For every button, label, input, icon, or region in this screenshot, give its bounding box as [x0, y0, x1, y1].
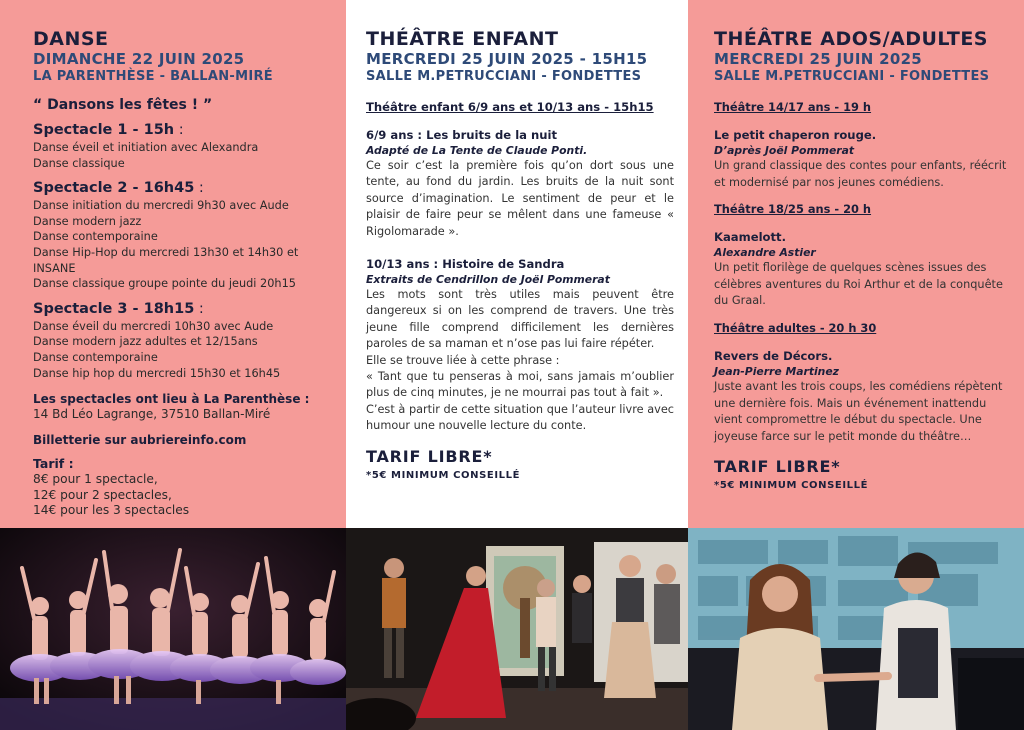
tarif-label: Tarif : [33, 456, 74, 472]
ados-tarif: TARIF LIBRE* [714, 457, 841, 477]
piece-paragraph: Ce soir c’est la première fois qu’on dort sous une tente, au fond du jardin. Les bruits de la nuit sont source d’imagination. Le sentiment de peur et le plaisir de faire peur se mêlent dans une fameuse « Rigolomarade ». [366, 159, 674, 238]
piece-source: Jean-Pierre Martinez [714, 364, 839, 378]
ticketing-link[interactable]: Billetterie sur aubriereinfo.com [33, 433, 247, 448]
tarif-line: 12€ pour 2 spectacles, [33, 487, 172, 502]
piece-paragraph: Les mots sont très utiles mais peuvent être dangereux si on les comprend de travers. Une très jeune fille comprend difficilement les dernières paroles de sa maman et n’ose pas lui faire répéter. [366, 288, 674, 351]
spectacle-line: Danse initiation du mercredi 9h30 avec Aude [33, 199, 289, 213]
venue-address: 14 Bd Léo Lagrange, 37510 Ballan-Miré [33, 407, 271, 422]
theatre-enfant-photo [346, 528, 688, 730]
enfant-title: THÉÂTRE ENFANT [366, 28, 559, 50]
piece-source: Adapté de La Tente de Claude Ponti. [366, 144, 588, 157]
piece-paragraph: Juste avant les trois coups, les comédiens répètent une dernière fois. Mais un événement inattendu vient compromettre le début du spectacle. Une joyeuse farce sur le petit monde du théâtre… [714, 379, 1003, 443]
ados-tarif-note: *5€ MINIMUM CONSEILLÉ [714, 480, 869, 492]
spectacle-line: Danse modern jazz adultes et 12/15ans [33, 335, 258, 349]
spectacle-line: INSANE [33, 261, 76, 275]
enfant-subtitle: Théâtre enfant 6/9 ans et 10/13 ans - 15h15 [366, 100, 654, 114]
piece-title: Kaamelott. [714, 230, 787, 245]
spectacle-line: Danse classique groupe pointe du jeudi 20h15 [33, 277, 296, 291]
ados-title: THÉÂTRE ADOS/ADULTES [714, 28, 988, 50]
section-label: Théâtre adultes - 20 h 30 [714, 320, 877, 335]
danse-title: DANSE [33, 28, 109, 50]
theatre-ados-column [688, 0, 1024, 528]
spectacle-line: Danse classique [33, 156, 125, 170]
piece-source: Extraits de Cendrillon de Joël Pommerat [366, 273, 610, 287]
piece-paragraph: C’est à partir de cette situation que l’auteur livre avec humour une nouvelle lecture du conte. [366, 402, 674, 433]
danse-place: LA PARENTHÈSE - BALLAN-MIRÉ [33, 69, 273, 84]
spectacle-3-title: Spectacle 3 - 18h15 : [33, 300, 204, 317]
spectacle-line: Danse modern jazz [33, 214, 142, 228]
piece-paragraph: Un grand classique des contes pour enfants, réécrit et modernisé par nos jeunes comédiens. [714, 159, 1007, 189]
theatre-ados-photo [688, 528, 1024, 730]
spectacle-line: Danse éveil et initiation avec Alexandra [33, 141, 259, 154]
piece-title: Le petit chaperon rouge. [714, 128, 877, 142]
piece-title: Revers de Décors. [714, 348, 833, 363]
enfant-tarif: TARIF LIBRE* [366, 446, 493, 466]
piece-paragraph: Elle se trouve liée à cette phrase : [366, 353, 560, 367]
spectacle-line: Danse contemporaine [33, 230, 158, 244]
spectacle-line: Danse contemporaine [33, 350, 158, 364]
spectacle-line: Danse Hip-Hop du mercredi 13h30 et 14h30 et [33, 245, 299, 259]
danse-quote: “ Dansons les fêtes ! ” [33, 97, 213, 113]
ados-place: SALLE M.PETRUCCIANI - FONDETTES [714, 69, 990, 84]
piece-title: 6/9 ans : Les bruits de la nuit [366, 128, 558, 142]
danse-column [0, 0, 346, 528]
section-label: Théâtre 18/25 ans - 20 h [714, 202, 872, 217]
danse-date: DIMANCHE 22 JUIN 2025 [33, 50, 245, 68]
spectacle-2-title: Spectacle 2 - 16h45 : [33, 180, 204, 197]
enfant-place: SALLE M.PETRUCCIANI - FONDETTES [366, 69, 642, 84]
enfant-date: MERCREDI 25 JUIN 2025 - 15H15 [366, 50, 648, 68]
piece-source: Alexandre Astier [714, 246, 816, 260]
dance-photo [0, 528, 346, 730]
spectacle-line: Danse éveil du mercredi 10h30 avec Aude [33, 319, 274, 333]
venue-label: Les spectacles ont lieu à La Parenthèse : [33, 392, 310, 407]
tarif-line: 8€ pour 1 spectacle, [33, 472, 158, 487]
tarif-line: 14€ pour les 3 spectacles [33, 503, 190, 518]
piece-paragraph: Un petit florilège de quelques scènes issues des célèbres aventures du Roi Arthur et de la conquête du Graal. [714, 261, 1003, 308]
spectacle-line: Danse hip hop du mercredi 15h30 et 16h45 [33, 366, 281, 380]
spectacle-1-title: Spectacle 1 - 15h : [33, 122, 184, 138]
theatre-enfant-column [346, 0, 688, 528]
ados-date: MERCREDI 25 JUIN 2025 [714, 50, 923, 68]
section-label: Théâtre 14/17 ans - 19 h [714, 100, 872, 114]
piece-title: 10/13 ans : Histoire de Sandra [366, 257, 565, 272]
piece-paragraph: « Tant que tu penseras à moi, sans jamais m’oublier plus de cinq minutes, je ne mourrai pas tout à fait ». [366, 370, 674, 400]
enfant-tarif-note: *5€ MINIMUM CONSEILLÉ [366, 469, 521, 481]
piece-source: D’après Joël Pommerat [714, 144, 855, 157]
